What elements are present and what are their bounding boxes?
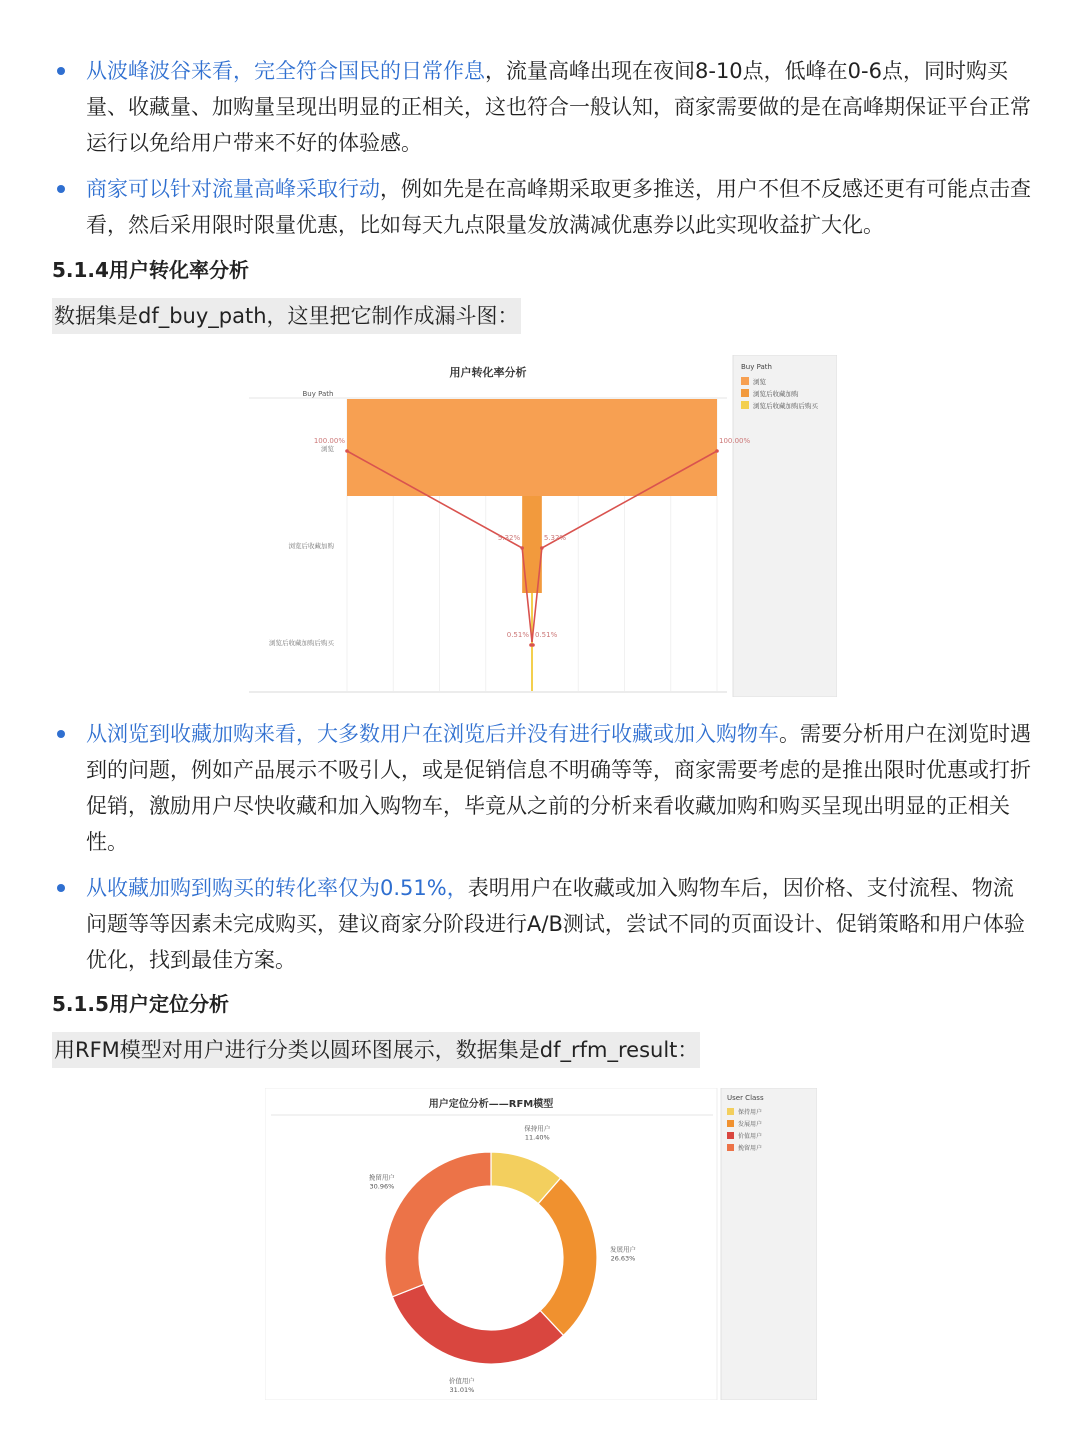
- funnel-chart: [245, 355, 837, 697]
- donut-legend-title: User Class: [727, 1094, 764, 1102]
- bullet-list-1: [52, 53, 1032, 243]
- funnel-point: [520, 546, 524, 550]
- funnel-data-label: 100.00%: [313, 437, 345, 445]
- donut-legend-swatch: [727, 1132, 734, 1139]
- funnel-point: [345, 449, 349, 453]
- bullet-text: ，流量高峰出现在夜间8-10点，低峰在0-6点，同时购买量、收藏量、加购量呈现出明显的正相关，这也符合一般认知，商家需要做的是在高峰期保证平台正常运行以免给用户带来不好的体验感。: [86, 59, 1031, 155]
- donut-data-label: 30.96%: [369, 1182, 395, 1191]
- bullet-text: 。需要分析用户在浏览时遇到的问题，例如产品展示不吸引人，或是促销信息不明确等等，商家需要考虑的是推出限时优惠或打折促销，激励用户尽快收藏和加入购物车，毕竟从之前的分析来看收藏加购和购买呈现出明显的正相关性。: [86, 722, 1031, 854]
- funnel-point: [531, 643, 535, 647]
- donut-category-label: 发展用户: [609, 1245, 636, 1254]
- bullet-item: [52, 870, 1032, 978]
- donut-category-label: 价值用户: [448, 1376, 475, 1385]
- donut-chart: [265, 1088, 817, 1400]
- donut-legend-label: 挽留用户: [738, 1145, 763, 1152]
- bullet-text: 表明用户在收藏或加入购物车后，因价格、支付流程、物流问题等等因素未完成购买，建议商家分阶段进行A/B测试，尝试不同的页面设计、促销策略和用户体验优化，找到最佳方案。: [86, 876, 1025, 972]
- funnel-category-label: 浏览后收藏加购: [288, 542, 334, 550]
- funnel-legend-swatch: [741, 377, 749, 385]
- funnel-category-label: 浏览后收藏加购后购买: [269, 639, 334, 647]
- donut-legend-label: 发展用户: [738, 1121, 763, 1128]
- bullet-highlight: 从波峰波谷来看，完全符合国民的日常作息: [86, 59, 485, 83]
- bullet-item: [52, 716, 1032, 860]
- dataset-note-conversion: 数据集是df_buy_path，这里把它制作成漏斗图：: [52, 298, 521, 334]
- funnel-data-label: 5.32%: [543, 534, 567, 542]
- donut-data-label: 26.63%: [610, 1254, 636, 1263]
- bullet-item: [52, 171, 1032, 243]
- donut-legend-label: 价值用户: [738, 1133, 763, 1140]
- funnel-data-label: 5.32%: [497, 534, 521, 542]
- donut-category-label: 保持用户: [524, 1124, 551, 1133]
- funnel-legend-label: 浏览后收藏加购: [753, 390, 799, 398]
- funnel-title: 用户转化率分析: [449, 366, 527, 379]
- funnel-chart-figure: [245, 355, 837, 697]
- bullet-text: ，例如先是在高峰期采取更多推送，用户不但不反感还更有可能点击查看，然后采用限时限量优惠，比如每天九点限量发放满减优惠券以此实现收益扩大化。: [86, 177, 1031, 237]
- funnel-axis-header: Buy Path: [302, 390, 334, 398]
- funnel-category-label: 浏览: [321, 445, 334, 453]
- donut-legend-label: 保持用户: [738, 1109, 763, 1116]
- bullet-highlight: 从浏览到收藏加购来看，大多数用户在浏览后并没有进行收藏或加入购物车: [86, 722, 779, 746]
- funnel-legend-swatch: [741, 401, 749, 409]
- funnel-data-label: 100.00%: [719, 437, 751, 445]
- donut-title: 用户定位分析——RFM模型: [428, 1099, 554, 1110]
- bullet-highlight: 商家可以针对流量高峰采取行动: [86, 177, 380, 201]
- funnel-data-label: 0.51%: [535, 631, 558, 639]
- funnel-point: [715, 449, 719, 453]
- donut-legend-swatch: [727, 1120, 734, 1127]
- funnel-legend-swatch: [741, 389, 749, 397]
- dataset-note-rfm: 用RFM模型对用户进行分类以圆环图展示，数据集是df_rfm_result：: [52, 1032, 700, 1068]
- donut-category-label: 挽留用户: [368, 1173, 395, 1182]
- bullet-list-2: [52, 716, 1032, 978]
- bullet-item: [52, 53, 1032, 161]
- donut-data-label: 11.40%: [524, 1133, 550, 1142]
- funnel-legend-label: 浏览后收藏加购后购买: [753, 402, 818, 410]
- bullet-highlight: 从收藏加购到购买的转化率仅为0.51%，: [86, 876, 468, 900]
- donut-chart-figure: [265, 1088, 817, 1400]
- funnel-point: [540, 546, 544, 550]
- donut-data-label: 31.01%: [449, 1385, 475, 1394]
- section-heading-rfm: 5.1.5用户定位分析: [52, 992, 229, 1016]
- donut-legend-swatch: [727, 1144, 734, 1151]
- funnel-legend-title: Buy Path: [741, 363, 772, 371]
- funnel-legend-label: 浏览: [753, 378, 766, 386]
- funnel-data-label: 0.51%: [506, 631, 529, 639]
- section-heading-conversion: 5.1.4用户转化率分析: [52, 258, 249, 282]
- donut-legend-swatch: [727, 1108, 734, 1115]
